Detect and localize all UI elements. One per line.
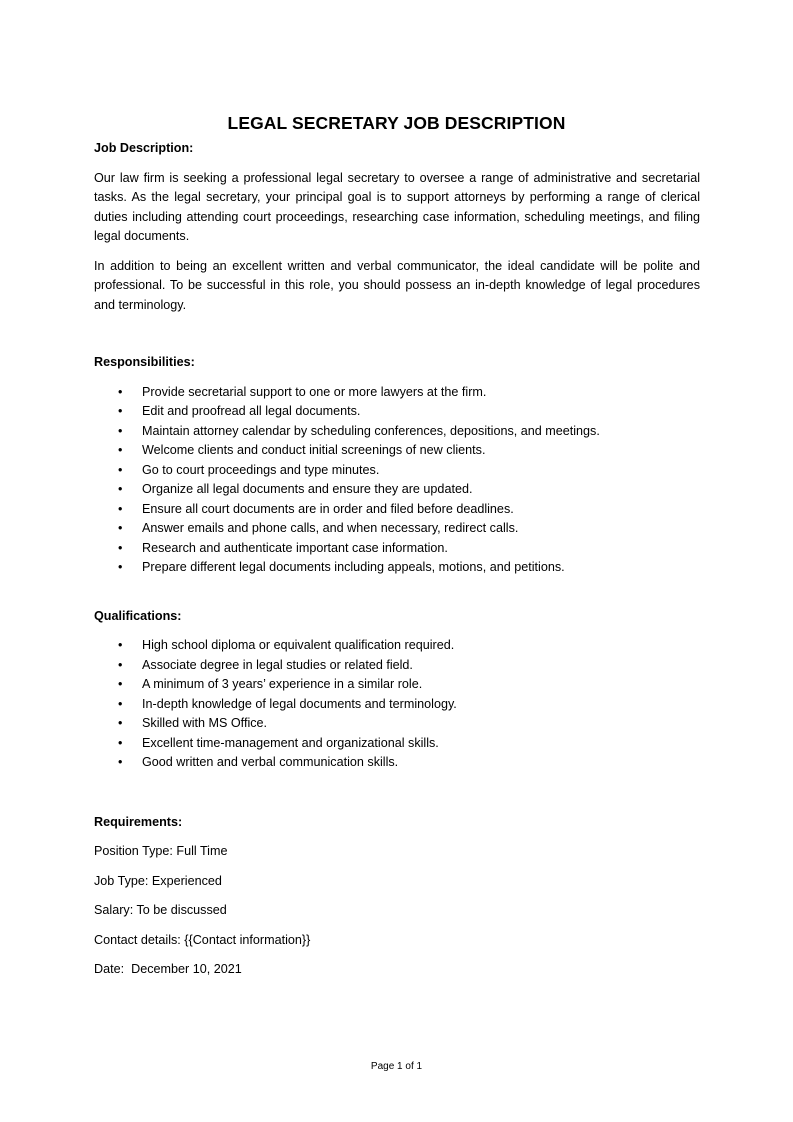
bullet-icon: • [118, 521, 123, 535]
job-description-paragraph-2: In addition to being an excellent written and verbal communicator, the ideal candidate will be polite and professional. To be successful in this role, you should possess an in-depth knowledge of legal procedures and terminology. [94, 258, 700, 312]
bullet-icon: • [118, 443, 123, 457]
bullet-icon: • [118, 384, 123, 399]
requirements-heading: Requirements: [94, 814, 183, 829]
bullet-icon: • [118, 482, 123, 496]
bullet-icon: • [118, 696, 123, 711]
list-item: • Organize all legal documents and ensure they are updated. [94, 480, 700, 500]
bullet-icon: • [118, 677, 123, 691]
responsibilities-heading: Responsibilities: [94, 355, 195, 369]
bullet-icon: • [118, 735, 123, 750]
bullet-icon: • [118, 560, 123, 574]
contact-details: Contact details: {{Contact information}} [94, 932, 311, 947]
job-type: Job Type: Experienced [94, 873, 222, 888]
list-item: • Edit and proofread all legal documents. [94, 402, 700, 422]
list-item: • Answer emails and phone calls, and when necessary, redirect calls. [94, 519, 700, 539]
list-item: • Maintain attorney calendar by scheduling conferences, depositions, and meetings. [94, 422, 700, 442]
list-item: • Welcome clients and conduct initial screenings of new clients. [94, 441, 700, 461]
bullet-icon: • [118, 404, 123, 418]
document-title: LEGAL SECRETARY JOB DESCRIPTION [227, 113, 566, 133]
bullet-icon: • [118, 716, 123, 730]
job-description-paragraph-1: Our law firm is seeking a professional legal secretary to oversee a range of administrative and secretarial tasks. As the legal secretary, your principal goal is to support attorneys by performing a range of clerical duties including attending court proceedings, researching case information, scheduling meetings, and filing legal documents. [94, 170, 700, 243]
list-item: • Skilled with MS Office. [94, 714, 700, 734]
bullet-icon: • [118, 540, 123, 555]
document-date: Date: December 10, 2021 [94, 962, 242, 976]
bullet-icon: • [118, 423, 123, 438]
bullet-icon: • [118, 638, 123, 652]
position-type: Position Type: Full Time [94, 844, 228, 858]
bullet-icon: • [118, 755, 123, 769]
list-item: • Good written and verbal communication skills. [94, 753, 700, 773]
bullet-icon: • [118, 462, 123, 477]
salary: Salary: To be discussed [94, 903, 227, 917]
list-item: • High school diploma or equivalent qualification required. [94, 636, 700, 656]
bullet-icon: • [118, 501, 123, 516]
list-item: • In-depth knowledge of legal documents and terminology. [94, 695, 700, 715]
list-item: • Excellent time-management and organizational skills. [94, 734, 700, 754]
responsibilities-list [94, 383, 700, 578]
qualifications-list [94, 636, 700, 773]
bullet-icon: • [118, 657, 123, 672]
list-item: • Provide secretarial support to one or more lawyers at the firm. [94, 383, 700, 403]
list-item: • Ensure all court documents are in order and filed before deadlines. [94, 500, 700, 520]
document-body [94, 139, 700, 980]
page-number: Page 1 of 1 [370, 1061, 423, 1072]
job-description-heading: Job Description: [94, 141, 194, 155]
list-item: • Go to court proceedings and type minutes. [94, 461, 700, 481]
list-item: • A minimum of 3 years’ experience in a similar role. [94, 675, 700, 695]
list-item: • Associate degree in legal studies or related field. [94, 656, 700, 676]
list-item: • Prepare different legal documents including appeals, motions, and petitions. [94, 558, 700, 578]
list-item: • Research and authenticate important case information. [94, 539, 700, 559]
qualifications-heading: Qualifications: [94, 608, 182, 623]
